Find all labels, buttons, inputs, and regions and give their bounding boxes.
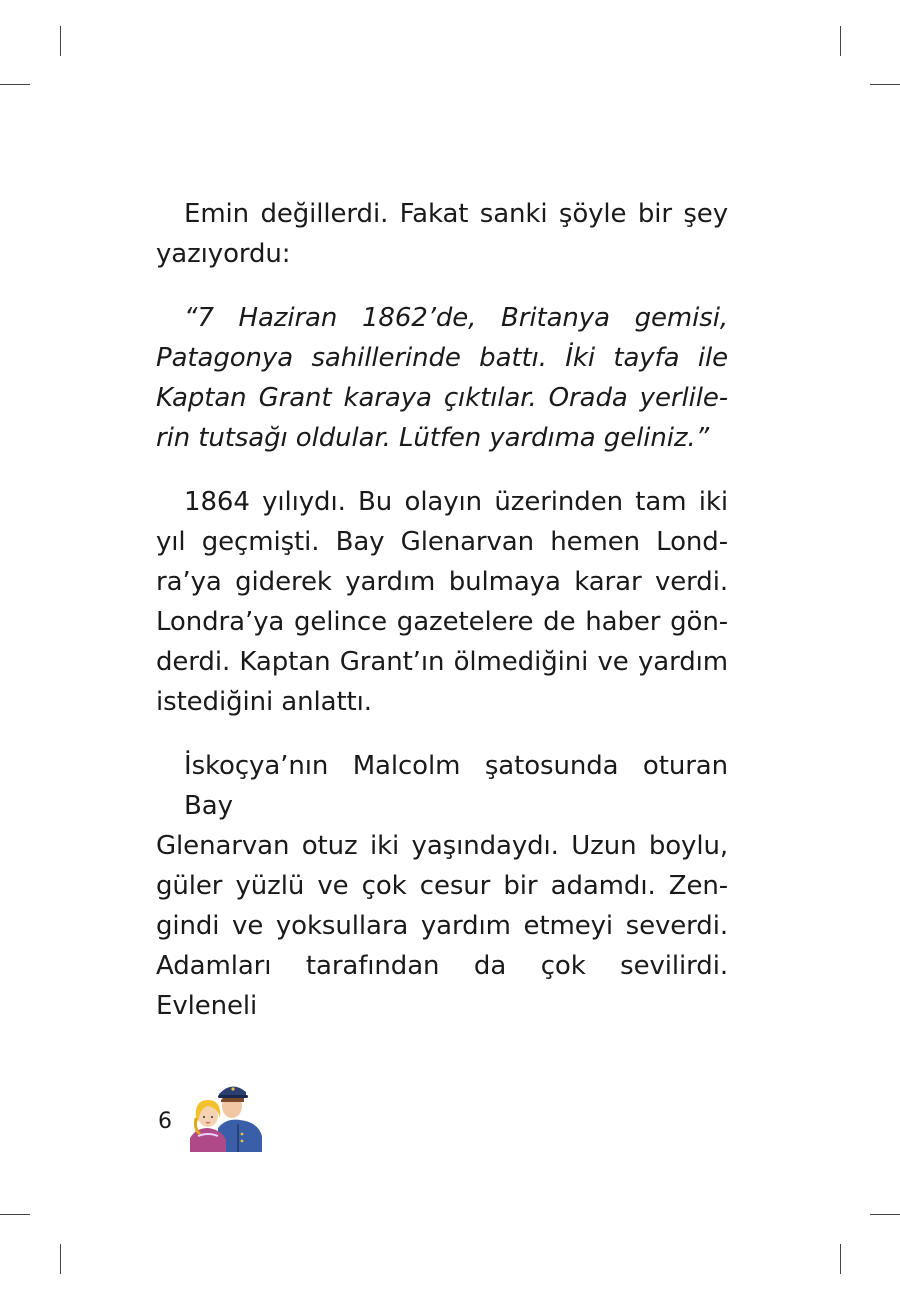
text-line: 1864 yılıydı. Bu olayın üzerinden tam iki bbox=[184, 487, 728, 517]
text-line: Emin değillerdi. Fakat sanki şöyle bir şey bbox=[184, 199, 728, 229]
text-line: yazıyordu: bbox=[156, 239, 291, 269]
girl-and-sailor-illustration bbox=[188, 1078, 264, 1152]
text-line: Londra’ya gelince gazetelere de haber gön- bbox=[156, 607, 728, 637]
text-line: Glenarvan otuz iki yaşındaydı. Uzun boylu, bbox=[156, 831, 728, 861]
text-line: Adamları tarafından da çok sevilirdi. Evleneli bbox=[156, 951, 728, 1021]
crop-mark bbox=[840, 1244, 841, 1274]
coat-button bbox=[241, 1133, 244, 1136]
girl-eye bbox=[203, 1116, 205, 1118]
crop-mark bbox=[870, 84, 900, 85]
text-line: Patagonya sahillerinde battı. İki tayfa ile bbox=[156, 343, 728, 373]
paragraph-2-quote bbox=[156, 298, 728, 458]
coat-button bbox=[241, 1140, 244, 1143]
text-line: İskoçya’nın Malcolm şatosunda oturan Bay bbox=[184, 751, 728, 821]
paragraph-3 bbox=[156, 482, 728, 722]
girl-eye bbox=[211, 1116, 213, 1118]
text-line: yıl geçmişti. Bay Glenarvan hemen Lond- bbox=[156, 527, 728, 557]
cap-brim bbox=[218, 1095, 248, 1098]
text-line: ra’ya giderek yardım bulmaya karar verdi. bbox=[156, 567, 728, 597]
body-text bbox=[156, 194, 728, 1050]
crop-mark bbox=[0, 1214, 30, 1215]
crop-mark bbox=[60, 1244, 61, 1274]
crop-mark bbox=[840, 26, 841, 56]
crop-mark bbox=[60, 26, 61, 56]
text-line: derdi. Kaptan Grant’ın ölmediğini ve yardım bbox=[156, 647, 728, 677]
crop-mark bbox=[870, 1214, 900, 1215]
text-line: istediğini anlattı. bbox=[156, 687, 372, 717]
text-line: rin tutsağı oldular. Lütfen yardıma geliniz.” bbox=[156, 423, 709, 453]
cap-badge bbox=[231, 1087, 234, 1090]
text-line: güler yüzlü ve çok cesur bir adamdı. Zen- bbox=[156, 871, 728, 901]
page-number: 6 bbox=[158, 1109, 172, 1134]
crop-mark bbox=[0, 84, 30, 85]
text-line: gindi ve yoksullara yardım etmeyi severdi. bbox=[156, 911, 728, 941]
paragraph-4 bbox=[156, 746, 728, 1026]
text-line: Kaptan Grant karaya çıktılar. Orada yerlile- bbox=[156, 383, 728, 413]
paragraph-1 bbox=[156, 194, 728, 274]
text-line: “7 Haziran 1862’de, Britanya gemisi, bbox=[184, 303, 728, 333]
